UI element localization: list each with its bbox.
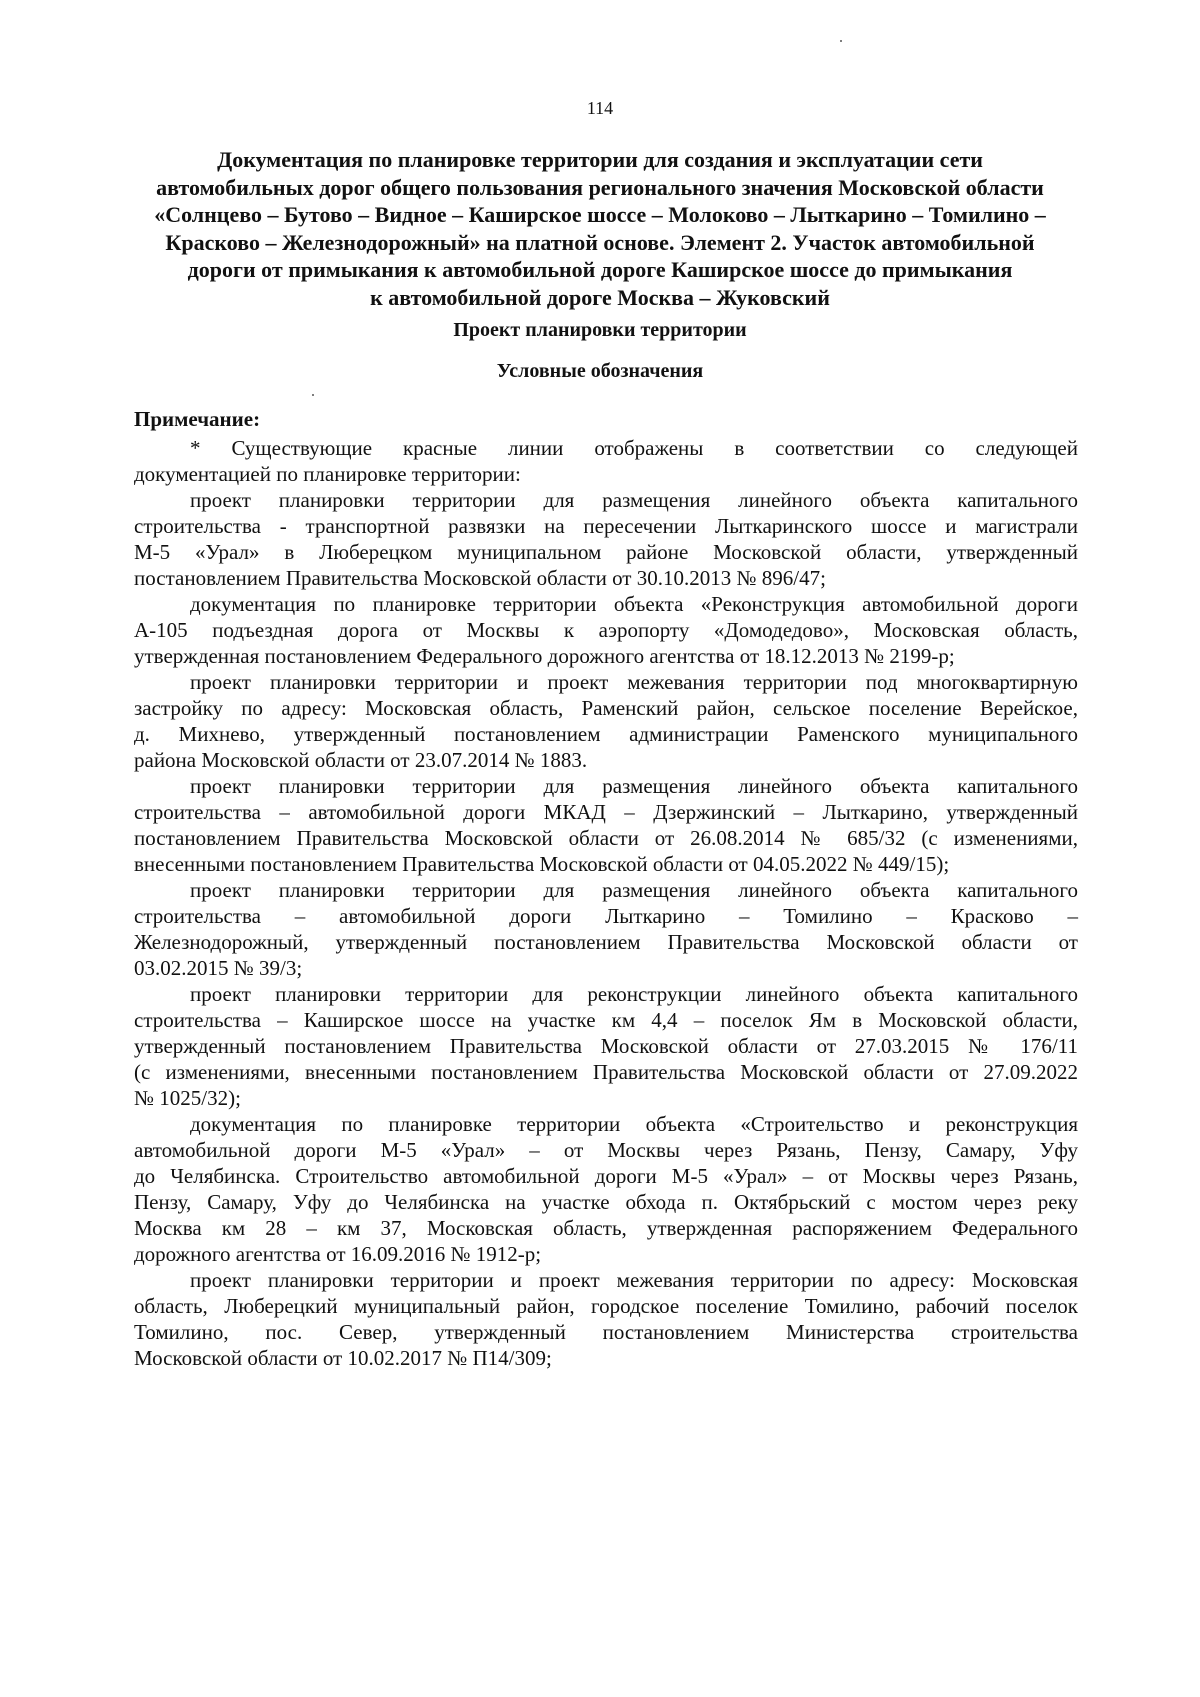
- paragraph-line: внесенными постановлением Правительства Московской области от 04.05.2022 № 449/15);: [134, 852, 950, 876]
- paragraph-line: строительства – автомобильной дороги МКАД – Дзержинский – Лыткарино, утвержденный: [134, 800, 1078, 824]
- paragraph-line: Железнодорожный, утвержденный постановлением Правительства Московской области от: [134, 930, 1078, 954]
- note-body: [134, 435, 1078, 1371]
- paragraph-line: проект планировки территории для размещения линейного объекта капитального: [190, 488, 1078, 512]
- scan-speck: [840, 40, 842, 42]
- paragraph-line: документация по планировке территории объекта «Строительство и реконструкция: [190, 1112, 1078, 1136]
- note-paragraph: [134, 591, 1078, 669]
- title-line: автомобильных дорог общего пользования регионального значения Московской области: [156, 174, 1044, 200]
- paragraph-line: 03.02.2015 № 39/3;: [134, 956, 303, 980]
- document-title: [120, 146, 1080, 311]
- paragraph-line: проект планировки территории для размещения линейного объекта капитального: [190, 774, 1078, 798]
- paragraph-line: область, Люберецкий муниципальный район, городское поселение Томилино, рабочий поселок: [134, 1294, 1078, 1318]
- note-paragraph: [134, 1267, 1078, 1371]
- paragraph-line: застройку по адресу: Московская область, Раменский район, сельское поселение Верейское,: [134, 696, 1078, 720]
- paragraph-line: дорожного агентства от 16.09.2016 № 1912-р;: [134, 1242, 542, 1266]
- note-paragraph: [134, 773, 1078, 877]
- page-number: 114: [586, 98, 614, 118]
- paragraph-line: строительства – Каширское шоссе на участке км 4,4 – поселок Ям в Московской области,: [134, 1008, 1078, 1032]
- paragraph-line: Пензу, Самару, Уфу до Челябинска на участке обхода п. Октябрьский с мостом через реку: [134, 1190, 1078, 1214]
- project-subtitle: Проект планировки территории: [453, 319, 747, 341]
- paragraph-line: А-105 подъездная дорога от Москвы к аэропорту «Домодедово», Московская область,: [134, 618, 1078, 642]
- note-paragraph: [134, 877, 1078, 981]
- paragraph-line: строительства – автомобильной дороги Лыткарино – Томилино – Красково –: [134, 904, 1078, 928]
- paragraph-line: проект планировки территории для реконструкции линейного объекта капитального: [190, 982, 1078, 1006]
- paragraph-line: проект планировки территории и проект межевания территории под многоквартирную: [190, 670, 1078, 694]
- note-paragraph: [134, 669, 1078, 773]
- paragraph-line: Томилино, пос. Север, утвержденный постановлением Министерства строительства: [134, 1320, 1078, 1344]
- paragraph-line: постановлением Правительства Московской области от 26.08.2014 № 685/32 (с изменениями,: [134, 826, 1078, 850]
- title-line: дороги от примыкания к автомобильной дороге Каширское шоссе до примыкания: [187, 257, 1013, 282]
- paragraph-line: № 1025/32);: [134, 1086, 241, 1110]
- paragraph-line: района Московской области от 23.07.2014 № 1883.: [134, 748, 588, 772]
- note-heading: Примечание:: [134, 407, 261, 431]
- title-line: к автомобильной дороге Москва – Жуковский: [370, 284, 830, 310]
- note-paragraph: [134, 487, 1078, 591]
- paragraph-line: Москва км 28 – км 37, Московская область, утвержденная распоряжением Федерального: [134, 1216, 1078, 1240]
- paragraph-line: автомобильной дороги М-5 «Урал» – от Москвы через Рязань, Пензу, Самару, Уфу: [134, 1138, 1078, 1162]
- paragraph-line: утвержденный постановлением Правительства Московской области от 27.03.2015 № 176/11: [134, 1034, 1078, 1058]
- paragraph-line: строительства - транспортной развязки на пересечении Лыткаринского шоссе и магистрали: [134, 514, 1078, 538]
- note-paragraph: [134, 1111, 1078, 1267]
- scan-speck: [312, 394, 314, 396]
- note-paragraph: [134, 981, 1078, 1111]
- paragraph-line: М-5 «Урал» в Люберецком муниципальном районе Московской области, утвержденный: [134, 540, 1078, 564]
- paragraph-line: д. Михнево, утвержденный постановлением администрации Раменского муниципального: [134, 722, 1078, 746]
- paragraph-line: проект планировки территории для размещения линейного объекта капитального: [190, 878, 1078, 902]
- title-line: Красково – Железнодорожный» на платной основе. Элемент 2. Участок автомобильной: [165, 229, 1035, 255]
- title-line: Документация по планировке территории для создания и эксплуатации сети: [217, 147, 983, 172]
- note-paragraph: [134, 435, 1078, 487]
- paragraph-line: постановлением Правительства Московской области от 30.10.2013 № 896/47;: [134, 566, 826, 590]
- paragraph-line: документацией по планировке территории:: [134, 462, 521, 486]
- title-line: «Солнцево – Бутово – Видное – Каширское шоссе – Молоково – Лыткарино – Томилино –: [154, 202, 1046, 227]
- legend-subtitle: Условные обозначения: [496, 360, 704, 382]
- paragraph-line: утвержденная постановлением Федерального дорожного агентства от 18.12.2013 № 2199-р;: [134, 644, 955, 668]
- paragraph-line: до Челябинска. Строительство автомобильной дороги М-5 «Урал» – от Москвы через Рязань,: [134, 1164, 1078, 1188]
- paragraph-line: Московской области от 10.02.2017 № П14/309;: [134, 1346, 552, 1370]
- paragraph-line: (с изменениями, внесенными постановлением Правительства Московской области от 27.09.2022: [134, 1060, 1078, 1084]
- paragraph-line: документация по планировке территории объекта «Реконструкция автомобильной дороги: [190, 592, 1078, 616]
- paragraph-line: * Существующие красные линии отображены в соответствии со следующей: [190, 436, 1078, 460]
- paragraph-line: проект планировки территории и проект межевания территории по адресу: Московская: [190, 1268, 1078, 1292]
